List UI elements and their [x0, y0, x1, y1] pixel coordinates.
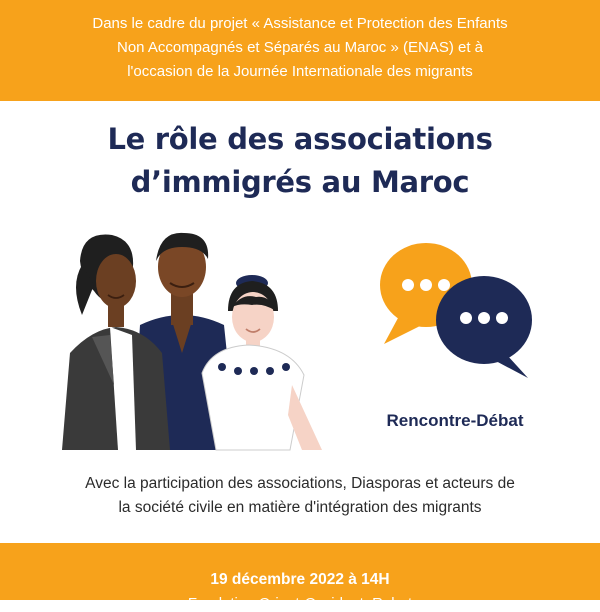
title-line-2: d’immigrés au Maroc [130, 165, 470, 199]
participation-text [0, 472, 600, 520]
woman-right-figure [202, 275, 322, 450]
participation-line-1: Avec la participation des associations, Diasporas et acteurs de [85, 475, 515, 492]
participation-line-2: la société civile en matière d'intégration des migrants [118, 499, 482, 516]
header-line-3: l'occasion de la Journée Internationale des migrants [127, 63, 473, 80]
event-date: 19 décembre 2022 à 14H [210, 571, 390, 588]
chat-bubbles-icon [378, 240, 538, 385]
header-band [0, 0, 600, 101]
footer-band [0, 543, 600, 612]
title-line-1: Le rôle des associations [107, 122, 493, 156]
people-illustration [52, 225, 332, 450]
header-line-1: Dans le cadre du projet « Assistance et Protection des Enfants [92, 15, 508, 32]
event-venue: Fondation Orient-Occident, Rabat [187, 595, 413, 612]
event-type-label: Rencontre-Débat [386, 411, 524, 430]
page-title [0, 118, 600, 204]
navy-bubble [436, 276, 532, 378]
header-line-2: Non Accompagnés et Séparés au Maroc » (ENAS) et à [116, 39, 484, 56]
